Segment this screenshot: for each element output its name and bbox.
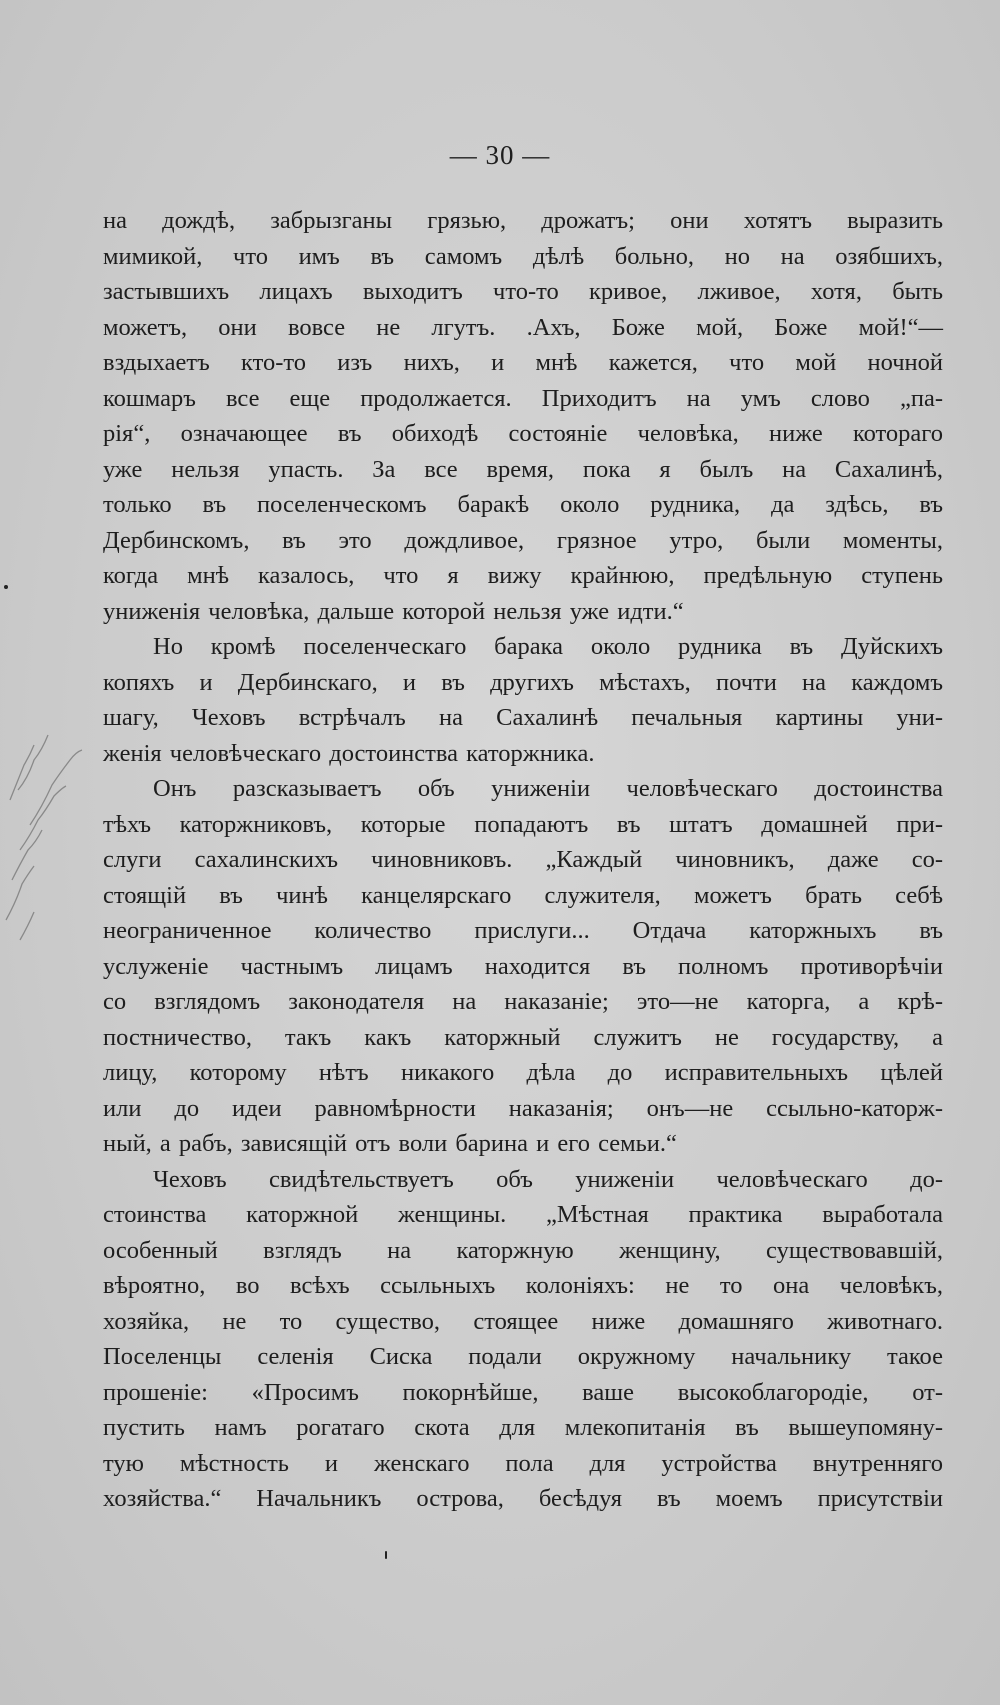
text-line: уже нельзя упасть. За все время, пока я былъ на Сахалинѣ, bbox=[103, 455, 943, 483]
text-line: хозяйства.“ Начальникъ острова, бесѣдуя въ моемъ присутствіи bbox=[103, 1485, 943, 1512]
text-line: стоящій въ чинѣ канцелярскаго служителя, можетъ брать себѣ bbox=[103, 881, 943, 909]
text-line: застывшихъ лицахъ выходитъ что-то кривое, лживое, хотя, быть bbox=[103, 278, 943, 305]
text-line: Дербинскомъ, въ это дождливое, грязное утро, были моменты, bbox=[103, 526, 943, 554]
text-line: услуженіе частнымъ лицамъ находится въ полномъ противорѣчіи bbox=[103, 952, 943, 980]
margin-handwriting bbox=[0, 730, 110, 960]
text-line: или до идеи равномѣрности наказанія; онъ—не ссыльно-каторж- bbox=[103, 1094, 943, 1122]
text-line: особенный взглядъ на каторжную женщину, существовавшій, bbox=[103, 1236, 943, 1264]
text-line: Но кромѣ поселенческаго барака около рудника въ Дуйскихъ bbox=[153, 633, 943, 660]
text-line: шагу, Чеховъ встрѣчалъ на Сахалинѣ печальныя картины уни- bbox=[103, 704, 943, 731]
text-line: Чеховъ свидѣтельствуетъ объ униженіи человѣческаго до- bbox=[153, 1165, 943, 1193]
text-line: стоинства каторжной женщины. „Мѣстная практика выработала bbox=[103, 1201, 943, 1228]
text-line: ный, а рабъ, зависящій отъ воли барина и его семьи.“ bbox=[103, 1130, 677, 1157]
text-line: на дождѣ, забрызганы грязью, дрожатъ; они хотятъ выразить bbox=[103, 207, 943, 234]
text-line: со взглядомъ законодателя на наказаніе; это—не каторга, а крѣ- bbox=[103, 988, 943, 1015]
text-line: слуги сахалинскихъ чиновниковъ. „Каждый чиновникъ, даже со- bbox=[103, 846, 943, 873]
text-line: можетъ, они вовсе не лгутъ. .Ахъ, Боже мой, Боже мой!“— bbox=[103, 313, 943, 341]
text-line: лицу, которому нѣтъ никакого дѣла до исправительныхъ цѣлей bbox=[103, 1059, 943, 1086]
text-line: рія“, означающее въ обиходѣ состояніе человѣка, ниже котораго bbox=[103, 420, 943, 447]
text-line: мимикой, что имъ въ самомъ дѣлѣ больно, но на озябшихъ, bbox=[103, 242, 943, 270]
text-line: тѣхъ каторжниковъ, которые попадаютъ въ штатъ домашней при- bbox=[103, 810, 943, 838]
text-line: Онъ разсказываетъ объ униженіи человѣческаго достоинства bbox=[153, 775, 943, 802]
text-line: только въ поселенческомъ баракѣ около рудника, да здѣсь, въ bbox=[103, 491, 943, 518]
ink-speck bbox=[4, 585, 8, 589]
text-line: хозяйка, не то существо, стоящее ниже домашняго животнаго. bbox=[103, 1307, 943, 1335]
text-line: тую мѣстность и женскаго пола для устройства внутренняго bbox=[103, 1449, 943, 1477]
text-line: кошмаръ все еще продолжается. Приходитъ на умъ слово „па- bbox=[103, 384, 943, 412]
text-line: прошеніе: «Просимъ покорнѣйше, ваше высокоблагородіе, от- bbox=[103, 1378, 943, 1406]
text-line: когда мнѣ казалось, что я вижу крайнюю, предѣльную ступень bbox=[103, 562, 943, 589]
text-line: Поселенцы селенія Сиска подали окружному начальнику такое bbox=[103, 1343, 943, 1370]
text-line: вздыхаетъ кто-то изъ нихъ, и мнѣ кажется, что мой ночной bbox=[103, 349, 943, 376]
ink-speck bbox=[385, 1551, 387, 1559]
text-line: вѣроятно, во всѣхъ ссыльныхъ колоніяхъ: не то она человѣкъ, bbox=[103, 1272, 943, 1299]
text-line: копяхъ и Дербинскаго, и въ другихъ мѣстахъ, почти на каждомъ bbox=[103, 668, 943, 696]
text-line: неограниченное количество прислуги... Отдача каторжныхъ въ bbox=[103, 917, 943, 944]
text-line: пустить намъ рогатаго скота для млекопитанія въ вышеупомяну- bbox=[103, 1414, 943, 1441]
text-line: униженія человѣка, дальше которой нельзя уже идти.“ bbox=[103, 597, 684, 625]
body-text bbox=[103, 203, 943, 1517]
page-number: — 30 — bbox=[449, 140, 551, 170]
text-line: женія человѣческаго достоинства каторжника. bbox=[103, 739, 595, 767]
text-line: постничество, такъ какъ каторжный служитъ не государству, а bbox=[103, 1023, 943, 1051]
